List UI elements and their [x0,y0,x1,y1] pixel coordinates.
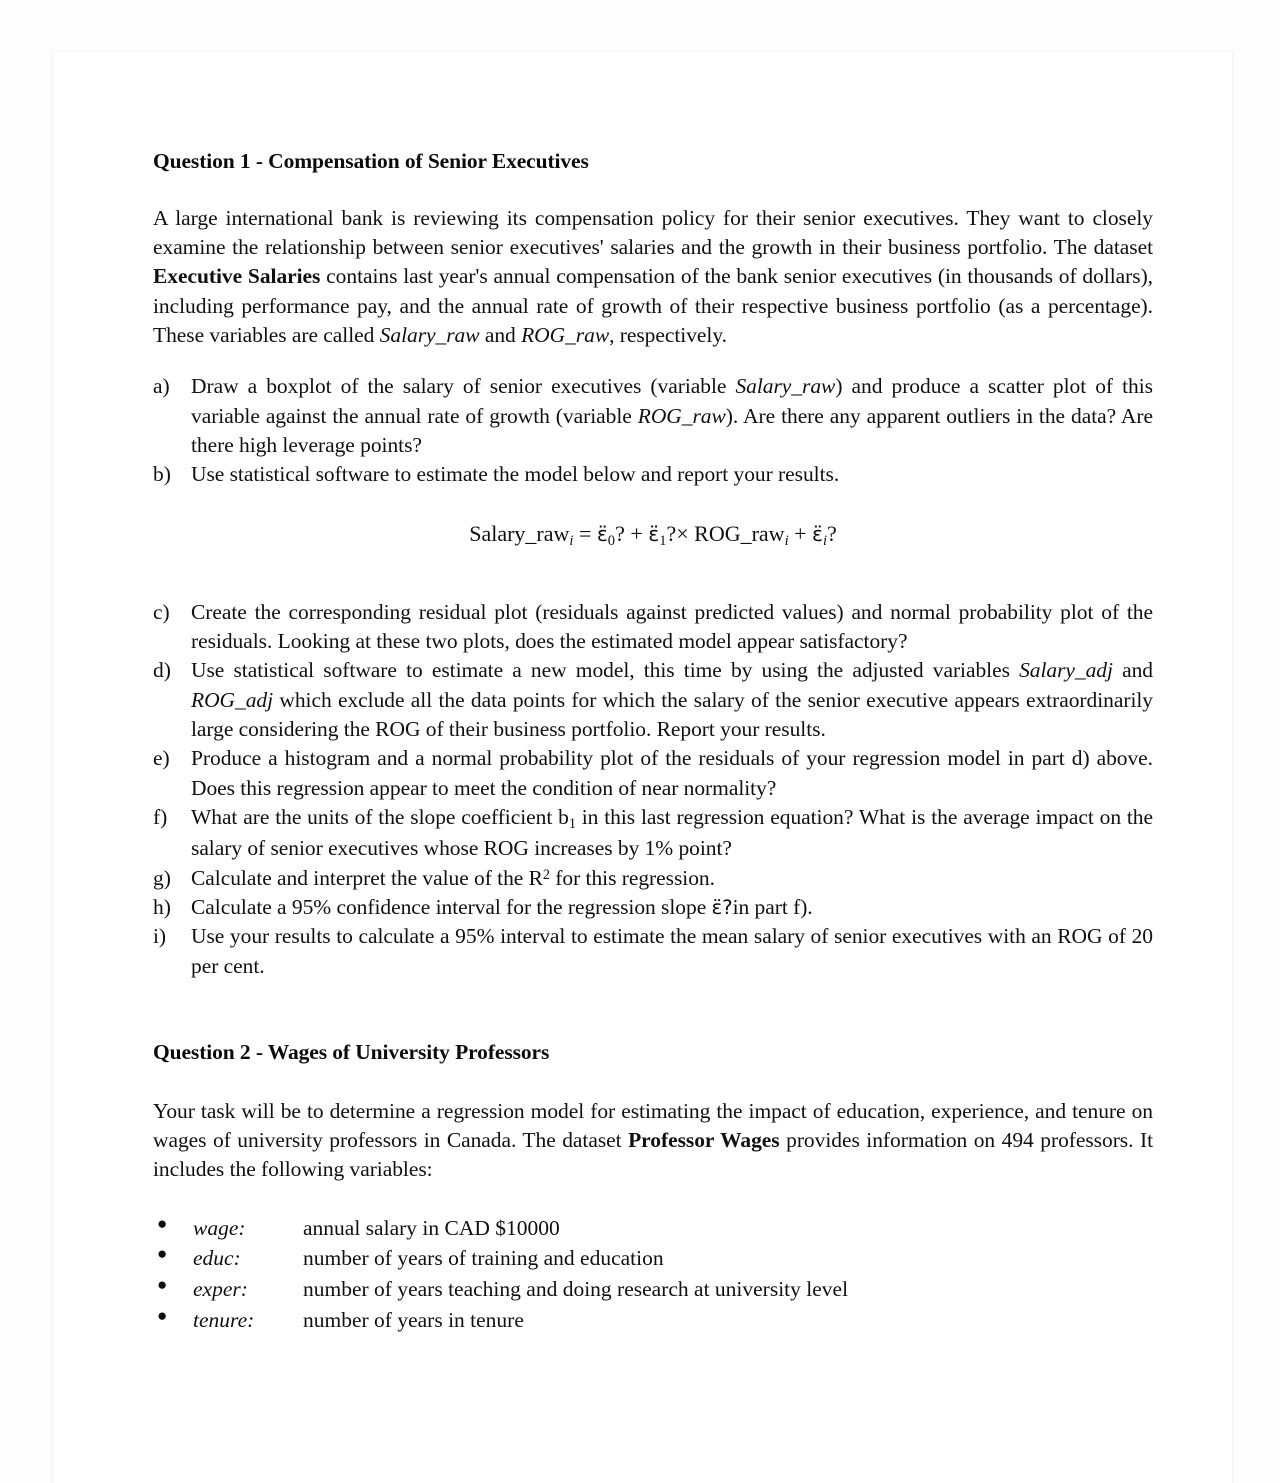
list-marker-c: c) [153,599,170,624]
item-i-text: Use your results to calculate a 95% interval to estimate the mean salary of senior executives with an ROG of 20 per cent. [191,924,1153,978]
equation-plus-2: + [794,520,807,546]
question-1-part-list-ci [153,598,1153,981]
equation-plus-1: + [630,520,643,546]
variable-description-exper: number of years teaching and doing research at university level [303,1277,849,1301]
bullet-icon: ● [157,1305,168,1325]
item-f-text-2: in this last regression equation? What is the average impact on the salary of senior executives whose ROG increases by 1% point? [191,804,1154,861]
equation-beta0-tail: ? [615,520,625,546]
list-item-b [153,460,1153,489]
item-d-italic-rog-adj: ROG_adj [191,687,274,712]
list-item-e [153,744,1153,803]
equation-times-sign: × [676,520,689,546]
item-g-text-2: for this regression. [549,865,715,890]
list-item [153,1213,1153,1244]
item-d-italic-salary-adj: Salary_adj [1019,658,1113,683]
list-item [153,1274,1153,1305]
dataset-name-professor-wages: Professor Wages [628,1127,780,1152]
equation-lhs-variable: Salary_raw [469,520,570,546]
list-marker-i: i) [153,924,167,949]
equation-lhs-subscript: i [569,532,574,549]
list-marker-b: b) [153,462,171,487]
list-marker-g: g) [153,865,171,890]
question-2-heading: Question 2 - Wages of University Professors [153,1039,550,1064]
item-h-text-2: in part f). [732,894,813,919]
list-marker-f: f) [153,804,168,829]
item-a-text-1: Draw a boxplot of the salary of senior executives (variable [191,374,736,399]
q2-intro-text-part-2: provides information on 494 professors. It includes the following variables: [153,1127,1153,1182]
equation-error-subscript: i [822,532,828,549]
variable-name-educ: educ: [193,1246,241,1271]
list-item [153,1305,1153,1336]
list-item [153,1243,1153,1274]
item-d-text-2: and [1112,658,1153,683]
item-a-text-3: ). Are there any apparent outliers in the data? Are there high leverage points? [191,403,1153,457]
question-2-intro-paragraph [153,1097,1153,1185]
variable-definition-list [153,1213,1153,1336]
item-e-text: Produce a histogram and a normal probability plot of the residuals of your regression model in part d) above. Does this regression appear to meet the condition of near normality? [191,746,1153,800]
item-h-broken-beta-glyph: ɛ̈? [711,895,733,919]
equation-rhs-subscript: i [784,532,789,549]
variable-salary-raw: Salary_raw [379,322,480,347]
equation-beta0-subscript: 0 [607,532,616,549]
item-a-italic-salary-raw: Salary_raw [735,374,836,399]
list-item-h [153,893,1153,922]
bullet-icon: ● [157,1244,168,1264]
list-marker-d: d) [153,658,171,683]
equation-beta1-subscript: 1 [659,532,667,549]
item-b-text: Use statistical software to estimate the model below and report your results. [191,462,840,487]
bullet-icon: ● [157,1213,168,1233]
item-c-text: Create the corresponding residual plot (residuals against predicted values) and normal probability plot of the residuals. Looking at these two plots, does the estimated model appear satisfactory? [191,599,1153,653]
item-f-slope-subscript: 1 [568,815,576,832]
list-item-c [153,598,1153,657]
equation-beta0-glyph: ɛ̈ [596,521,608,546]
intro-text-part-1: A large international bank is reviewing its compensation policy for their senior executives. They want to closely examine the relationship between senior executives' salaries and the growth in their business portfolio. The dataset [153,205,1153,259]
bullet-icon: ● [157,1275,168,1294]
list-marker-h: h) [153,894,171,919]
item-g-r-squared-superscript: 2 [542,866,550,883]
equation-error-tail: ? [827,520,837,546]
equation-error-glyph: ɛ̈ [812,521,823,546]
document-page [52,51,1233,1483]
variable-description-tenure: number of years in tenure [303,1307,524,1332]
item-f-text-1: What are the units of the slope coefficient b [191,804,569,829]
variable-description-educ: number of years of training and education [303,1246,664,1271]
list-item-g [153,864,1153,893]
equation-beta1-glyph: ɛ̈ [648,521,660,546]
variable-description-wage: annual salary in CAD $10000 [303,1215,560,1240]
item-g-text-1: Calculate and interpret the value of the R [191,865,543,890]
intro-text-part-4: , respectively. [609,322,727,347]
variable-name-wage: wage: [193,1215,246,1240]
variable-rog-raw: ROG_raw [521,322,610,347]
item-d-text-3: which exclude all the data points for which the salary of the senior executive appears extraordinarily large considering the ROG of their business portfolio. Report your results. [191,687,1153,741]
intro-text-part-2: contains last year's annual compensation of the bank senior executives (in thousands of dollars), including performance pay, and the annual rate of growth of their respective business portfolio (as a percentage). These variables are called [153,264,1154,347]
list-item-f [153,803,1153,864]
list-marker-e: e) [153,746,170,771]
question-1-intro-paragraph [153,204,1153,351]
question-1-part-list-ab [153,372,1153,489]
variable-name-exper: exper: [193,1277,248,1301]
document-content [153,148,1153,1335]
list-item-i [153,922,1153,981]
list-item-d [153,656,1153,744]
item-h-text-1: Calculate a 95% confidence interval for the regression slope [191,894,712,919]
list-item-a [153,372,1153,460]
list-marker-a: a) [153,374,170,399]
regression-equation [153,520,1153,551]
equation-beta1-tail: ? [666,520,677,546]
variable-name-tenure: tenure: [193,1307,255,1332]
intro-text-part-3: and [479,322,522,347]
equation-rhs-variable: ROG_raw [694,520,785,546]
item-d-text-1: Use statistical software to estimate a new model, this time by using the adjusted variables [191,658,1020,683]
question-1-heading: Question 1 - Compensation of Senior Executives [153,149,589,173]
q2-intro-text-part-1: Your task will be to determine a regression model for estimating the impact of education, experience, and tenure on wages of university professors in Canada. The dataset [153,1098,1153,1152]
item-a-text-2: ) and produce a scatter plot of this variable against the annual rate of growth (variable [191,374,1153,428]
item-a-italic-rog-raw: ROG_raw [637,403,726,428]
equation-equals-sign: = [578,520,592,546]
dataset-name-executive-salaries: Executive Salaries [153,264,321,289]
